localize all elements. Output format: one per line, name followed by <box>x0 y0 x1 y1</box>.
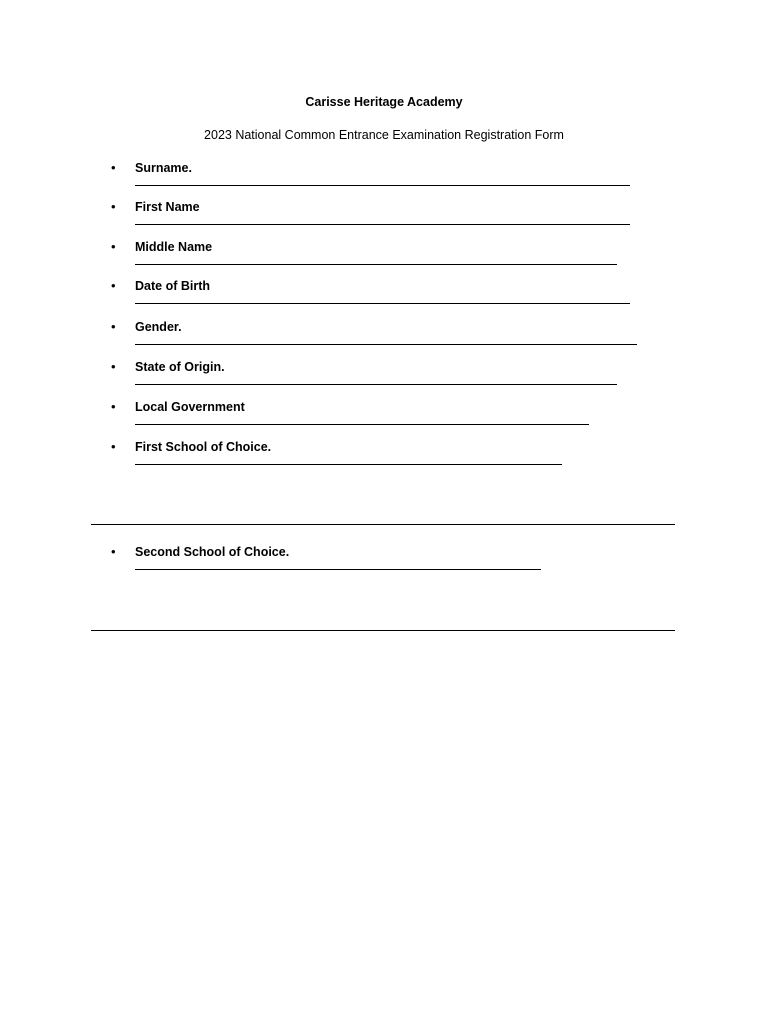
bullet-icon: • <box>111 160 116 175</box>
field-first-name <box>0 200 768 240</box>
field-label: Surname. <box>135 161 192 175</box>
field-second-school-of-choice <box>0 545 768 585</box>
first-school-continuation-line[interactable] <box>91 524 675 525</box>
field-first-school-of-choice <box>0 440 768 480</box>
second-school-answer-line[interactable] <box>135 569 541 570</box>
bullet-icon: • <box>111 319 116 334</box>
field-local-government <box>0 400 768 440</box>
bullet-icon: • <box>111 544 116 559</box>
field-label: Middle Name <box>135 240 213 254</box>
local-government-answer-line[interactable] <box>135 424 589 425</box>
bullet-icon: • <box>111 399 116 414</box>
first-name-answer-line[interactable] <box>135 224 630 225</box>
field-label: First Name <box>135 200 200 214</box>
date-of-birth-answer-line[interactable] <box>135 303 630 304</box>
field-label: Gender. <box>135 320 182 334</box>
field-label: Date of Birth <box>135 279 210 293</box>
bullet-icon: • <box>111 439 116 454</box>
field-middle-name <box>0 240 768 280</box>
field-state-of-origin <box>0 360 768 400</box>
middle-name-answer-line[interactable] <box>135 264 617 265</box>
field-label: First School of Choice. <box>135 440 272 454</box>
form-title: 2023 National Common Entrance Examination Registration Form <box>204 128 564 142</box>
bullet-icon: • <box>111 199 116 214</box>
second-school-continuation-line[interactable] <box>91 630 675 631</box>
gender-answer-line[interactable] <box>135 344 637 345</box>
state-of-origin-answer-line[interactable] <box>135 384 617 385</box>
field-label: Second School of Choice. <box>135 545 290 559</box>
field-label: Local Government <box>135 400 245 414</box>
surname-answer-line[interactable] <box>135 185 630 186</box>
first-school-answer-line[interactable] <box>135 464 562 465</box>
field-label: State of Origin. <box>135 360 225 374</box>
school-name: Carisse Heritage Academy <box>305 95 463 109</box>
field-surname <box>0 161 768 201</box>
field-date-of-birth <box>0 279 768 319</box>
field-gender <box>0 320 768 360</box>
bullet-icon: • <box>111 359 116 374</box>
bullet-icon: • <box>111 239 116 254</box>
bullet-icon: • <box>111 278 116 293</box>
